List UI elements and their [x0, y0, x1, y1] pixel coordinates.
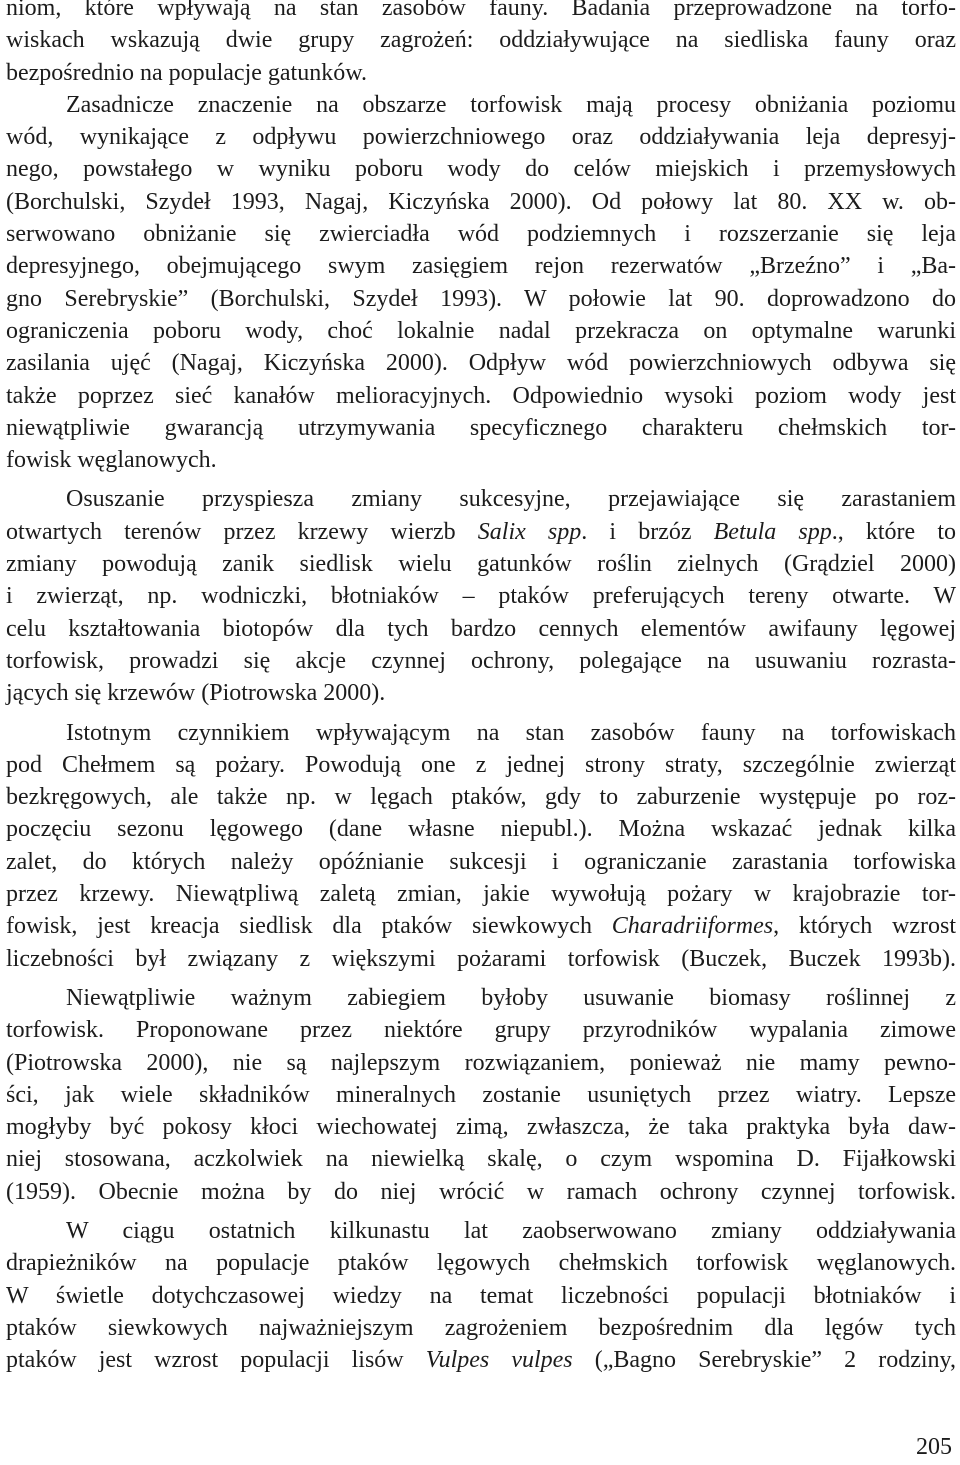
text-line: W ciągu ostatnich kilkunastu lat zaobserwowano zmiany oddziaływania	[66, 1217, 956, 1244]
text-line: serwowano obniżanie się zwierciadła wód podziemnych i rozszerzanie się leja	[6, 221, 956, 248]
text-line: (Borchulski, Szydeł 1993, Nagaj, Kiczyńska 2000). Od połowy lat 80. XX w. ob-	[6, 188, 956, 215]
text-line: depresyjnego, obejmującego swym zasięgiem rejon rezerwatów „Brzeźno” i „Ba-	[6, 253, 956, 280]
text-line: Zasadnicze znaczenie na obszarze torfowisk mają procesy obniżania poziomu	[66, 91, 956, 118]
text-line: nego, powstałego w wyniku poboru wody do celów miejskich i przemysłowych	[6, 156, 956, 183]
text-line: zmiany powodują zanik siedlisk wielu gatunków roślin zielnych (Grądziel 2000)	[6, 551, 956, 578]
text-line: torfowisk, prowadzi się akcje czynnej ochrony, polegające na usuwaniu rozrasta-	[6, 647, 956, 674]
text-line: bezpośrednio na populacje gatunków.	[6, 59, 367, 86]
text-line: ptaków jest wzrost populacji lisów Vulpes vulpes („Bagno Serebryskie” 2 rodziny,	[6, 1347, 956, 1374]
text-line: niewątpliwie gwarancją utrzymywania specyficznego charakteru chełmskich tor-	[6, 414, 956, 441]
text-line: (1959). Obecnie można by do niej wrócić w ramach ochrony czynnej torfowisk.	[6, 1178, 956, 1205]
text-line: liczebności był związany z większymi pożarami torfowisk (Buczek, Buczek 1993b).	[6, 945, 956, 972]
text-line: gno Serebryskie” (Borchulski, Szydeł 1993). W połowie lat 90. doprowadzono do	[6, 285, 956, 312]
latin-species-name: Betula spp	[713, 518, 832, 545]
text-line: fowisk, jest kreacja siedlisk dla ptaków siewkowych Charadriiformes, których wzrost	[6, 913, 956, 940]
text-line: ści, jak wiele składników mineralnych zostanie usuniętych przez wiatry. Lepsze	[6, 1081, 956, 1108]
text-line: fowisk węglanowych.	[6, 447, 217, 474]
text-line: ograniczenia poboru wody, choć lokalnie nadal przekracza on optymalne warunki	[6, 317, 956, 344]
text-line: W świetle dotychczasowej wiedzy na temat liczebności populacji błotniaków i	[6, 1282, 956, 1309]
text-line: Niewątpliwie ważnym zabiegiem byłoby usuwanie biomasy roślinnej z	[66, 984, 956, 1011]
paragraph-p0	[6, 0, 956, 89]
text-line: i zwierząt, np. wodniczki, błotniaków – ptaków preferujących tereny otwarte. W	[6, 583, 956, 610]
page-number: 205	[916, 1434, 952, 1460]
text-line: bezkręgowych, ale także np. w lęgach ptaków, gdy to zaburzenie występuje po roz-	[6, 784, 956, 811]
paragraph-p4	[6, 982, 956, 1208]
text-line: wód, wynikające z odpływu powierzchniowego oraz oddziaływania leja depresyj-	[6, 124, 956, 151]
text-line: także poprzez sieć kanałów melioracyjnych. Odpowiednio wysoki poziom wody jest	[6, 382, 956, 409]
text-line: niom, które wpływają na stan zasobów fauny. Badania przeprowadzone na torfo-	[6, 0, 956, 21]
text-line: torfowisk. Proponowane przez niektóre grupy przyrodników wypalania zimowe	[6, 1017, 956, 1044]
text-line: zalet, do których należy opóźnianie sukcesji i ograniczanie zarastania torfowiska	[6, 848, 956, 875]
body-text	[6, 0, 956, 1376]
text-line: otwartych terenów przez krzewy wierzb Salix spp. i brzóz Betula spp., które to	[6, 518, 956, 545]
paragraph-p5	[6, 1215, 956, 1376]
latin-species-name: Vulpes vulpes	[425, 1347, 573, 1374]
text-line: wiskach wskazują dwie grupy zagrożeń: oddziaływujące na siedliska fauny oraz	[6, 27, 956, 54]
text-line: zasilania ujęć (Nagaj, Kiczyńska 2000). Odpływ wód powierzchniowych odbywa się	[6, 350, 956, 377]
paragraph-p2	[6, 483, 956, 709]
paragraph-p1	[6, 89, 956, 477]
text-line: poczęciu sezonu lęgowego (dane własne niepubl.). Można wskazać jednak kilka	[6, 816, 956, 843]
text-line: jących się krzewów (Piotrowska 2000).	[6, 680, 386, 707]
text-line: Osuszanie przyspiesza zmiany sukcesyjne, przejawiające się zarastaniem	[66, 486, 956, 513]
text-line: mogłyby być pokosy kłoci wiechowatej zimą, zwłaszcza, że taka praktyka była daw-	[6, 1114, 956, 1141]
latin-species-name: Salix spp	[477, 518, 582, 545]
text-line: celu kształtowania biotopów dla tych bardzo cennych elementów awifauny lęgowej	[6, 615, 956, 642]
text-line: drapieżników na populacje ptaków lęgowych chełmskich torfowisk węglanowych.	[6, 1250, 956, 1277]
text-line: pod Chełmem są pożary. Powodują one z jednej strony straty, szczególnie zwierząt	[6, 751, 956, 778]
text-line: niej stosowana, aczkolwiek na niewielką skalę, o czym wspomina D. Fijałkowski	[6, 1146, 956, 1173]
text-line: ptaków siewkowych najważniejszym zagrożeniem bezpośrednim dla lęgów tych	[6, 1314, 956, 1341]
text-line: Istotnym czynnikiem wpływającym na stan zasobów fauny na torfowiskach	[66, 719, 956, 746]
latin-species-name: Charadriiformes	[611, 913, 774, 940]
text-line: (Piotrowska 2000), nie są najlepszym rozwiązaniem, ponieważ nie mamy pewno-	[6, 1049, 956, 1076]
text-line: przez krzewy. Niewątpliwą zaletą zmian, jakie wywołują pożary w krajobrazie tor-	[6, 881, 956, 908]
paragraph-p3	[6, 717, 956, 975]
